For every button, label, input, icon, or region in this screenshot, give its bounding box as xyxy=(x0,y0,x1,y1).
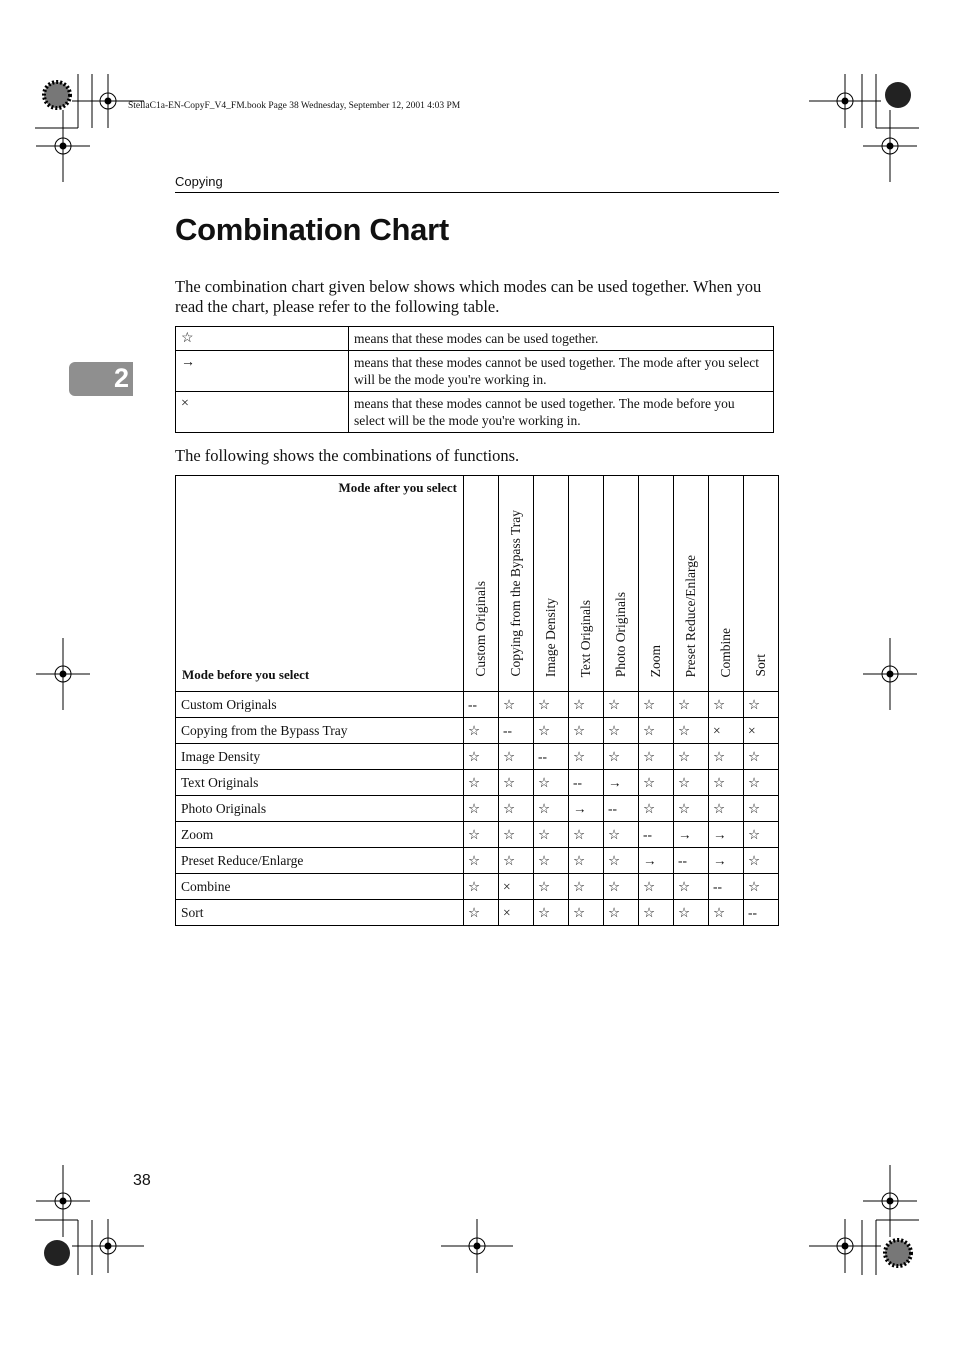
page-number: 38 xyxy=(133,1172,151,1189)
table-cell: ☆ xyxy=(534,822,569,848)
table-cell: ☆ xyxy=(534,874,569,900)
combination-table xyxy=(175,475,779,926)
table-cell: ☆ xyxy=(744,874,779,900)
table-cell: ☆ xyxy=(604,718,639,744)
table-cell: ☆ xyxy=(709,744,744,770)
table-cell: ☆ xyxy=(464,796,499,822)
legend-row xyxy=(176,351,774,392)
column-header: Image Density xyxy=(534,476,569,692)
table-cell: ☆ xyxy=(709,770,744,796)
table-cell: -- xyxy=(639,822,674,848)
table-cell: ☆ xyxy=(604,822,639,848)
table-cell: × xyxy=(499,900,534,926)
column-header: Text Originals xyxy=(569,476,604,692)
row-label: Copying from the Bypass Tray xyxy=(176,718,464,744)
table-row xyxy=(176,822,779,848)
table-cell: ☆ xyxy=(534,848,569,874)
table-cell: ☆ xyxy=(639,718,674,744)
row-label: Zoom xyxy=(176,822,464,848)
row-label: Image Density xyxy=(176,744,464,770)
table-cell: ☆ xyxy=(709,900,744,926)
table-cell: → xyxy=(639,848,674,874)
table-cell: ☆ xyxy=(639,874,674,900)
table-cell: ☆ xyxy=(639,770,674,796)
legend-table xyxy=(175,326,774,433)
table-cell: ☆ xyxy=(534,796,569,822)
table-cell: ☆ xyxy=(604,848,639,874)
table-cell: ☆ xyxy=(499,796,534,822)
table-cell: ☆ xyxy=(604,874,639,900)
table-cell: ☆ xyxy=(534,770,569,796)
table-cell: -- xyxy=(464,692,499,718)
table-cell: ☆ xyxy=(674,770,709,796)
table-cell: ☆ xyxy=(744,848,779,874)
table-row xyxy=(176,744,779,770)
table-cell: ☆ xyxy=(534,900,569,926)
table-cell: ☆ xyxy=(674,796,709,822)
row-label: Sort xyxy=(176,900,464,926)
table-cell: → xyxy=(604,770,639,796)
legend-symbol: × xyxy=(176,392,349,433)
table-cell: ☆ xyxy=(499,744,534,770)
table-cell: ☆ xyxy=(569,900,604,926)
table-cell: ☆ xyxy=(569,692,604,718)
table-cell: → xyxy=(709,848,744,874)
table-row xyxy=(176,874,779,900)
table-cell: -- xyxy=(499,718,534,744)
table-cell: ☆ xyxy=(464,848,499,874)
table-cell: ☆ xyxy=(639,744,674,770)
header-row xyxy=(176,476,779,692)
table-cell: ☆ xyxy=(639,692,674,718)
column-header: Custom Originals xyxy=(464,476,499,692)
table-cell: ☆ xyxy=(639,900,674,926)
table-cell: × xyxy=(709,718,744,744)
table-row xyxy=(176,692,779,718)
column-header: Copying from the Bypass Tray xyxy=(499,476,534,692)
legend-meaning: means that these modes can be used together. xyxy=(349,327,774,351)
table-cell: ☆ xyxy=(639,796,674,822)
table-cell: ☆ xyxy=(744,796,779,822)
table-row xyxy=(176,718,779,744)
table-cell: ☆ xyxy=(464,900,499,926)
table-cell: → xyxy=(674,822,709,848)
table-cell: ☆ xyxy=(569,848,604,874)
combinations-subheading: The following shows the combinations of functions. xyxy=(175,446,520,465)
chapter-number: 2 xyxy=(113,363,129,393)
table-cell: × xyxy=(499,874,534,900)
table-cell: ☆ xyxy=(499,770,534,796)
row-label: Photo Originals xyxy=(176,796,464,822)
table-cell: -- xyxy=(744,900,779,926)
table-row xyxy=(176,796,779,822)
table-cell: ☆ xyxy=(744,692,779,718)
header-rule xyxy=(175,192,779,193)
table-cell: ☆ xyxy=(464,744,499,770)
table-cell: × xyxy=(744,718,779,744)
table-cell: ☆ xyxy=(464,822,499,848)
column-header: Preset Reduce/Enlarge xyxy=(674,476,709,692)
table-cell: ☆ xyxy=(709,796,744,822)
table-cell: ☆ xyxy=(534,692,569,718)
table-cell: ☆ xyxy=(464,770,499,796)
row-label: Text Originals xyxy=(176,770,464,796)
table-cell: ☆ xyxy=(534,718,569,744)
page-title: Combination Chart xyxy=(175,212,449,247)
table-cell: ☆ xyxy=(604,900,639,926)
legend-row xyxy=(176,392,774,433)
table-cell: ☆ xyxy=(569,744,604,770)
table-cell: ☆ xyxy=(499,822,534,848)
table-cell: -- xyxy=(709,874,744,900)
corner-cell xyxy=(176,476,464,692)
mode-after-label: Mode after you select xyxy=(338,480,457,495)
table-row xyxy=(176,900,779,926)
table-cell: ☆ xyxy=(604,692,639,718)
table-cell: ☆ xyxy=(744,770,779,796)
table-row xyxy=(176,848,779,874)
column-header: Sort xyxy=(744,476,779,692)
row-label: Custom Originals xyxy=(176,692,464,718)
table-cell: ☆ xyxy=(569,822,604,848)
table-cell: ☆ xyxy=(604,744,639,770)
table-cell: ☆ xyxy=(499,848,534,874)
table-cell: ☆ xyxy=(674,692,709,718)
mode-before-label: Mode before you select xyxy=(182,667,310,682)
table-cell: -- xyxy=(674,848,709,874)
table-cell: -- xyxy=(534,744,569,770)
row-label: Combine xyxy=(176,874,464,900)
table-cell: ☆ xyxy=(709,692,744,718)
table-cell: ☆ xyxy=(569,874,604,900)
table-cell: ☆ xyxy=(464,718,499,744)
table-cell: ☆ xyxy=(674,874,709,900)
column-header: Zoom xyxy=(639,476,674,692)
table-cell: ☆ xyxy=(499,692,534,718)
table-cell: -- xyxy=(569,770,604,796)
table-row xyxy=(176,770,779,796)
intro-paragraph: The combination chart given below shows which modes can be used together. When you read the chart, please refer to the following table. xyxy=(175,277,762,316)
table-cell: ☆ xyxy=(674,744,709,770)
legend-symbol: → xyxy=(176,351,349,392)
running-head: Copying xyxy=(175,174,223,189)
legend-meaning: means that these modes cannot be used together. The mode after you select will be the mode you're working in. xyxy=(349,351,774,392)
table-cell: -- xyxy=(604,796,639,822)
column-header: Combine xyxy=(709,476,744,692)
table-cell: ☆ xyxy=(464,874,499,900)
table-cell: ☆ xyxy=(744,744,779,770)
row-label: Preset Reduce/Enlarge xyxy=(176,848,464,874)
table-cell: ☆ xyxy=(674,718,709,744)
chapter-tab xyxy=(69,362,133,396)
legend-row xyxy=(176,327,774,351)
table-cell: ☆ xyxy=(569,718,604,744)
table-cell: → xyxy=(709,822,744,848)
table-cell: ☆ xyxy=(674,900,709,926)
table-cell: → xyxy=(569,796,604,822)
table-cell: ☆ xyxy=(744,822,779,848)
legend-symbol: ☆ xyxy=(176,327,349,351)
legend-meaning: means that these modes cannot be used together. The mode before you select will be the mode you're working in. xyxy=(349,392,774,433)
print-info: StellaC1a-EN-CopyF_V4_FM.book Page 38 Wednesday, September 12, 2001 4:03 PM xyxy=(128,101,461,111)
column-header: Photo Originals xyxy=(604,476,639,692)
